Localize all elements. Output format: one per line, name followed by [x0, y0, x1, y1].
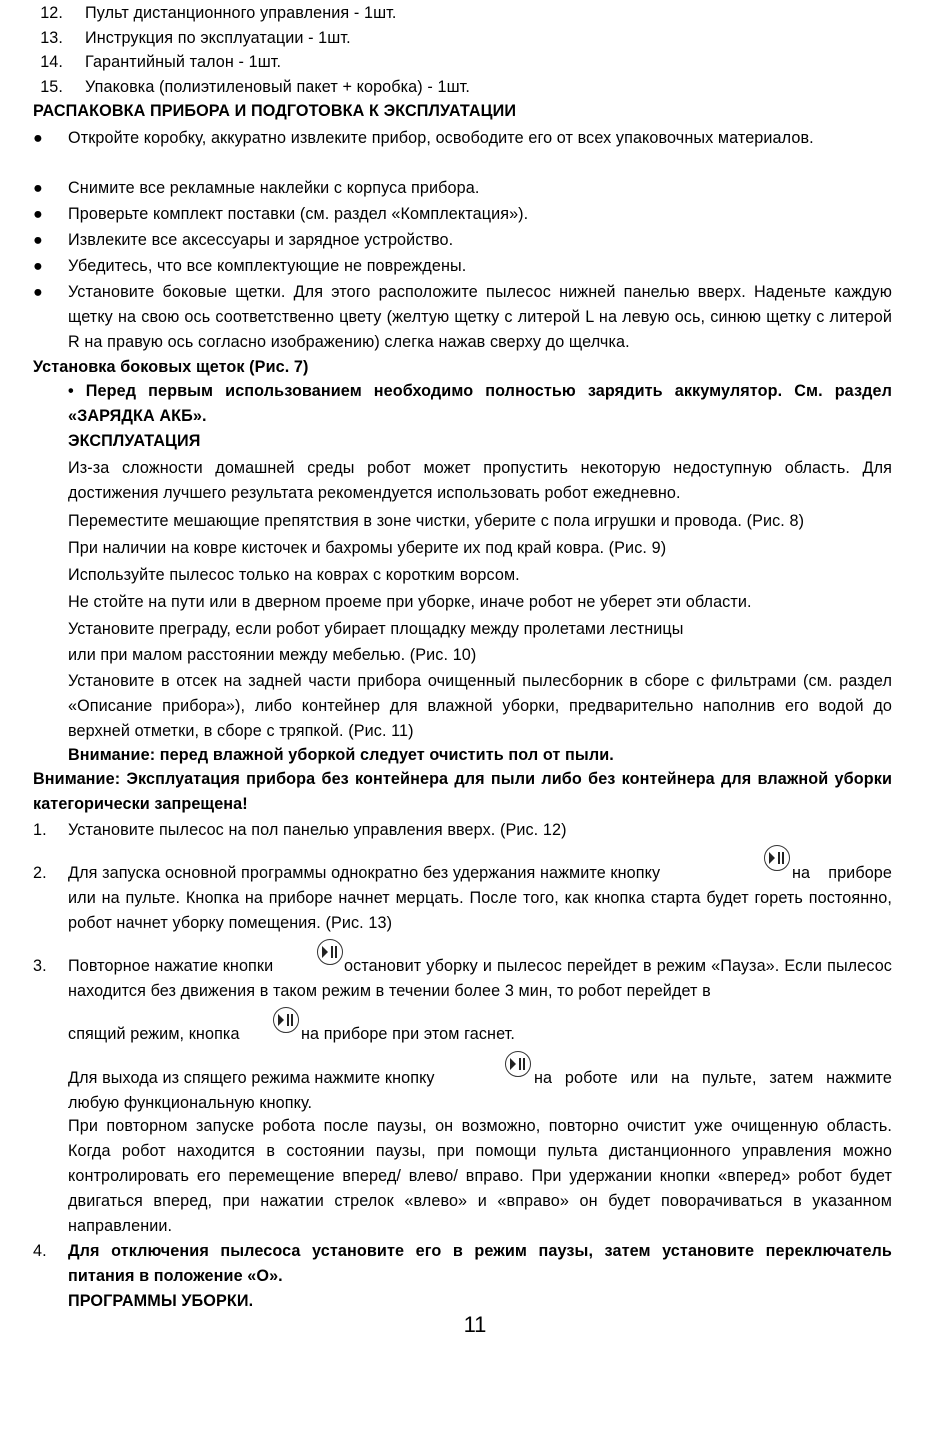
- operation-paragraph: или при малом расстоянии между мебелью. (Рис. 10): [68, 646, 477, 664]
- brushes-heading: Установка боковых щеток (Рис. 7): [33, 358, 309, 376]
- step-text: Установите пылесос на пол панелью управления вверх. (Рис. 12): [68, 821, 567, 839]
- bullet-item: Убедитесь, что все комплектующие не повреждены.: [68, 257, 467, 275]
- charge-note: • Перед первым использованием необходимо полностью зарядить аккумулятор. См. раздел «ЗАРЯДКА АКБ».: [68, 382, 892, 425]
- step-text: Повторное нажатие кнопки: [68, 957, 274, 975]
- operation-paragraph: Используйте пылесос только на коврах с коротким ворсом.: [68, 566, 520, 584]
- step-text: на приборе при этом гаснет.: [301, 1025, 515, 1043]
- section-heading-programs: ПРОГРАММЫ УБОРКИ.: [68, 1292, 254, 1310]
- step-number: 4.: [33, 1242, 47, 1260]
- play-pause-icon: [273, 1007, 299, 1033]
- step-text: на роботе или на пульте, затем нажмите любую функциональную кнопку.: [68, 1069, 892, 1112]
- bullet-marker: ●: [33, 179, 43, 197]
- container-warning: Внимание: Эксплуатация прибора без контейнера для пыли либо без контейнера для влажной уборки категорически запрещена!: [33, 770, 892, 813]
- bullet-item: Проверьте комплект поставки (см. раздел «Комплектация»).: [68, 205, 529, 223]
- operation-paragraph: Установите в отсек на задней части прибора очищенный пылесборник в сборе с фильтрами (см. раздел «Описание прибора»), либо контейнер для влажной уборки, предварительно наполнив его водой до верхней отметки, в сборе с тряпкой. (Рис. 11): [68, 672, 892, 740]
- page-number: 11: [463, 1312, 487, 1337]
- wet-cleaning-warning: Внимание: перед влажной уборкой следует очистить пол от пыли.: [68, 746, 614, 764]
- step-text: Для отключения пылесоса установите его в режим паузы, затем установите переключатель питания в положение «О».: [68, 1242, 892, 1285]
- bullet-marker: ●: [33, 231, 43, 249]
- section-heading-unpack: РАСПАКОВКА ПРИБОРА И ПОДГОТОВКА К ЭКСПЛУАТАЦИИ: [33, 102, 517, 120]
- operation-paragraph: Переместите мешающие препятствия в зоне чистки, уберите с пола игрушки и провода. (Рис. 8): [68, 512, 805, 530]
- bullet-marker: ●: [33, 205, 43, 223]
- section-heading-operation: ЭКСПЛУАТАЦИЯ: [68, 432, 201, 450]
- bullet-marker: ●: [33, 257, 43, 275]
- operation-paragraph: Не стойте на пути или в дверном проеме при уборке, иначе робот не уберет эти области.: [68, 593, 752, 611]
- step-number: 1.: [33, 821, 47, 839]
- step-text: на приборе или на пульте. Кнопка на приборе начнет мерцать. После того, как кнопка старта будет гореть постоянно, робот начнет уборку помещения. (Рис. 13): [68, 864, 892, 932]
- step-number: 2.: [33, 864, 47, 882]
- bullet-marker: ●: [33, 129, 43, 147]
- bullet-item: Извлеките все аксессуары и зарядное устройство.: [68, 231, 454, 249]
- operation-paragraph: Установите преграду, если робот убирает площадку между пролетами лестницы: [68, 620, 684, 638]
- manual-page: 12. Пульт дистанционного управления - 1шт. 13. Инструкция по эксплуатации - 1шт. 14. Гарантийный талон - 1шт. 15. Упаковка (полиэтиленовый пакет + коробка) - 1шт. РАСПАКОВКА ПРИБОРА И ПОДГОТОВКА К ЭКСПЛУАТАЦИИ ● Откройте коробку, аккуратно извлеките прибор, освободите его от всех упаковочных материалов. ● Снимите все рекламные наклейки с корпуса прибора. ● Проверьте комплект поставки (см. раздел «Комплектация»). ● Извлеките все аксессуары и зарядное устройство. ● Убедитесь, что все комплектующие не повреждены. ● Установите боковые щетки. Для этого расположите пылесос нижней панелью вверх. Наденьте каждую щетку на свою ось соответственно цвету (желтую щетку с литерой L на левую ось, синюю щетку с литерой R на правую ось согласно изображению) слегка нажав сверху до щелчка. Установка боковых щеток (Рис. 7) • Перед первым использованием необходимо полностью зарядить аккумулятор. См. раздел «ЗАРЯДКА АКБ». ЭКСПЛУАТАЦИЯ Из-за сложности домашней среды робот может пропустить некоторую недоступную область. Для достижения лучшего результата рекомендуется использовать робот ежедневно. Переместите мешающие препятствия в зоне чистки, уберите с пола игрушки и провода. (Рис. 8) При наличии на ковре кисточек и бахромы уберите их под край ковра. (Рис. 9) Используйте пылесос только на коврах с коротким ворсом. Не стойте на пути или в дверном проеме при уборке, иначе робот не уберет эти области. Установите преграду, если робот убирает площадку между пролетами лестницы или при малом расстоянии между мебелью. (Рис. 10) Установите в отсек на задней части прибора очищенный пылесборник в сборе с фильтрами (см. раздел «Описание прибора»), либо контейнер для влажной уборки, предварительно наполнив его водой до верхней отметки, в сборе с тряпкой. (Рис. 11) Внимание: перед влажной уборкой следует очистить пол от пыли. Внимание: Эксплуатация прибора без контейнера для пыли либо без контейнера для влажной уборки категорически запрещена! 1. Установите пылесос на пол панелью управления вверх. (Рис. 12) 2. Для запуска основной программы однократно без удержания нажмите кнопку на приборе или на пульте. Кнопка на приборе начнет мерцать. После того, как кнопка старта будет гореть постоянно, робот начнет уборку помещения. (Рис. 13) 3. Повторное нажатие кнопки остановит уборку и пылесос перейдет в режим «Пауза». Если пылесос находится без движения в таком режим в течении более 3 мин, то робот перейдет в спящий режим, кнопка на приборе при этом гаснет. Для выхода из спящего режима нажмите кнопку на роботе или на пульте, затем нажмите любую функциональную кнопку. При повторном запуске робота после паузы, он возможно, повторно очистит уже очищенную область. Когда робот находится в состоянии паузы, при помощи пульта дистанционного управления можно контролировать его перемещение вперед/ влево/ вправо. При удержании кнопки «вперед» робот будет двигаться вперед, при нажатии стрелок «влево» и «вправо» он будет поворачиваться в указанном направлении. 4. Для отключения пылесоса установите его в режим паузы, затем установите переключатель питания в положение «О». ПРОГРАММЫ УБОРКИ. 11: [0, 0, 950, 1435]
- step-text: спящий режим, кнопка: [68, 1025, 240, 1043]
- bullet-marker: ●: [33, 283, 43, 301]
- step-text: Для запуска основной программы однократно без удержания нажмите кнопку: [68, 864, 661, 882]
- bullet-item: Установите боковые щетки. Для этого расположите пылесос нижней панелью вверх. Наденьте каждую щетку на свою ось соответственно цвету (желтую щетку с литерой L на левую ось, синюю щетку с литерой R на правую ось согласно изображению) слегка нажав сверху до щелчка.: [68, 283, 892, 351]
- bullet-item: Снимите все рекламные наклейки с корпуса прибора.: [68, 179, 480, 197]
- bullet-item: Откройте коробку, аккуратно извлеките прибор, освободите его от всех упаковочных материалов.: [68, 129, 814, 147]
- step-text: Для выхода из спящего режима нажмите кнопку: [68, 1069, 435, 1087]
- step-number: 3.: [33, 957, 47, 975]
- step-text: остановит уборку и пылесос перейдет в режим «Пауза». Если пылесос находится без движения в таком режим в течении более 3 мин, то робот перейдет в: [68, 957, 892, 1000]
- step-text: При повторном запуске робота после паузы, он возможно, повторно очистит уже очищенную область. Когда робот находится в состоянии паузы, при помощи пульта дистанционного управления можно контролировать его перемещение вперед/ влево/ вправо. При удержании кнопки «вперед» робот будет двигаться вперед, при нажатии стрелок «влево» и «вправо» он будет поворачиваться в указанном направлении.: [68, 1117, 892, 1235]
- operation-paragraph: При наличии на ковре кисточек и бахромы уберите их под край ковра. (Рис. 9): [68, 539, 667, 557]
- operation-paragraph: Из-за сложности домашней среды робот может пропустить некоторую недоступную область. Для достижения лучшего результата рекомендуется использовать робот ежедневно.: [68, 459, 892, 502]
